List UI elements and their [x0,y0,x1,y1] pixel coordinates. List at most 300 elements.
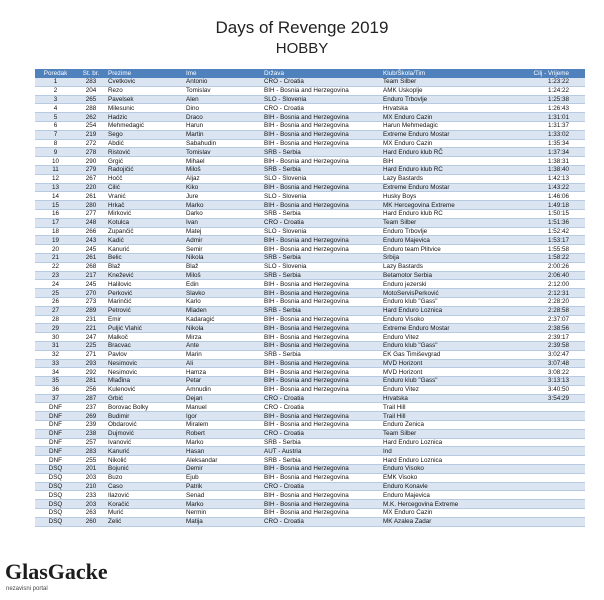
table-row [35,509,585,518]
cell-club: Ind [381,447,500,456]
cell-surname: Šego [106,130,184,139]
cell-name: Manuel [184,403,262,412]
cell-surname: Kotulca [106,218,184,227]
cell-country: BIH - Bosnia and Herzegovina [262,324,381,333]
site-logo [3,553,123,597]
cell-position: 2 [35,86,76,95]
cell-name: Aljaz [184,174,262,183]
cell-position: 37 [35,394,76,403]
cell-country: BIH - Bosnia and Herzegovina [262,473,381,482]
cell-position: DNF [35,456,76,465]
cell-name: Nikola [184,324,262,333]
cell-country: BIH - Bosnia and Herzegovina [262,491,381,500]
cell-country: SRB - Serbia [262,456,381,465]
cell-position: 35 [35,377,76,386]
cell-club: MX Enduro Cazin [381,113,500,122]
cell-finish-time [500,438,585,447]
cell-club: Enduro team Plitvice [381,245,500,254]
cell-country: BIH - Bosnia and Herzegovina [262,465,381,474]
cell-start-number: 270 [76,289,106,298]
cell-finish-time [500,500,585,509]
cell-start-number: 247 [76,333,106,342]
cell-finish-time: 2:06:40 [500,271,585,280]
cell-club: M.K. Hercegovina Extreme [381,500,500,509]
cell-country: BIH - Bosnia and Herzegovina [262,183,381,192]
cell-start-number: 283 [76,447,106,456]
logo-text: GlasGacke [5,559,108,584]
cell-position: 7 [35,130,76,139]
column-header-start-number: St. br. [76,69,106,78]
cell-surname: Hrkač [106,201,184,210]
cell-finish-time: 1:43:22 [500,183,585,192]
cell-country: BIH - Bosnia and Herzegovina [262,130,381,139]
table-row [35,104,585,113]
cell-start-number: 220 [76,183,106,192]
cell-club: Enduro Zenica [381,421,500,430]
cell-finish-time: 3:13:13 [500,377,585,386]
cell-position: 19 [35,236,76,245]
cell-finish-time: 1:38:40 [500,165,585,174]
table-row [35,517,585,526]
cell-name: Petar [184,377,262,386]
cell-club: Extreme Enduro Mostar [381,130,500,139]
table-row [35,78,585,86]
table-row [35,209,585,218]
cell-finish-time: 3:07:48 [500,359,585,368]
table-row [35,121,585,130]
cell-country: BIH - Bosnia and Herzegovina [262,280,381,289]
cell-position: 30 [35,333,76,342]
cell-country: BIH - Bosnia and Herzegovina [262,368,381,377]
table-row [35,157,585,166]
table-row [35,465,585,474]
cell-name: Draco [184,113,262,122]
cell-start-number: 273 [76,297,106,306]
table-row [35,447,585,456]
cell-start-number: 268 [76,262,106,271]
cell-start-number: 293 [76,359,106,368]
cell-finish-time: 1:49:18 [500,201,585,210]
cell-surname: Ivanović [106,438,184,447]
cell-start-number: 267 [76,174,106,183]
cell-surname: Blaž [106,262,184,271]
cell-country: SLO - Slovenia [262,174,381,183]
cell-club: Betamotor Serbia [381,271,500,280]
cell-name: Kiko [184,183,262,192]
cell-club: MX Enduro Cazin [381,139,500,148]
cell-surname: Dujmović [106,429,184,438]
cell-finish-time: 1:33:02 [500,130,585,139]
cell-start-number: 210 [76,482,106,491]
cell-finish-time [500,429,585,438]
cell-surname: Abdić [106,139,184,148]
cell-surname: Mlađina [106,377,184,386]
cell-name: Kadaragić [184,315,262,324]
cell-position: 9 [35,148,76,157]
cell-position: DNF [35,438,76,447]
page-title: Days of Revenge 2019 [215,18,389,37]
cell-finish-time [500,482,585,491]
cell-surname: Koračić [106,500,184,509]
cell-name: Marin [184,350,262,359]
table-row [35,306,585,315]
cell-finish-time: 2:00:26 [500,262,585,271]
column-header-finish-time: Cilj - Vrijeme [500,69,585,78]
cell-finish-time: 1:31:37 [500,121,585,130]
cell-club: Harun Mehmedagic [381,121,500,130]
cell-club: Enduro klub "Gass" [381,341,500,350]
cell-surname: Grgić [106,157,184,166]
cell-club: EMK Visoko [381,473,500,482]
cell-country: BIH - Bosnia and Herzegovina [262,341,381,350]
cell-position: DNF [35,412,76,421]
cell-finish-time: 1:52:42 [500,227,585,236]
table-row [35,271,585,280]
cell-position: 32 [35,350,76,359]
table-row [35,192,585,201]
table-row [35,113,585,122]
cell-name: Dino [184,104,262,113]
cell-country: BIH - Bosnia and Herzegovina [262,412,381,421]
cell-finish-time: 2:38:56 [500,324,585,333]
table-row [35,456,585,465]
cell-surname: Zupančič [106,227,184,236]
cell-name: Amnudin [184,385,262,394]
cell-name: Ante [184,341,262,350]
cell-country: BIH - Bosnia and Herzegovina [262,86,381,95]
cell-name: Ali [184,359,262,368]
cell-start-number: 261 [76,253,106,262]
cell-country: SRB - Serbia [262,271,381,280]
table-row [35,394,585,403]
table-row [35,139,585,148]
table-row [35,95,585,104]
cell-country: SLO - Slovenia [262,227,381,236]
cell-position: DSQ [35,473,76,482]
cell-surname: Budimir [106,412,184,421]
cell-country: SRB - Serbia [262,209,381,218]
table-row [35,438,585,447]
cell-surname: Rezo [106,86,184,95]
cell-name: Semir [184,245,262,254]
cell-name: Ejub [184,473,262,482]
cell-country: CRO - Croatia [262,482,381,491]
cell-surname: Pavelsek [106,95,184,104]
cell-start-number: 243 [76,236,106,245]
cell-position: DSQ [35,491,76,500]
cell-name: Martin [184,130,262,139]
cell-start-number: 278 [76,148,106,157]
cell-country: SLO - Slovenia [262,262,381,271]
cell-club: BiH [381,157,500,166]
cell-name: Blaž [184,262,262,271]
cell-country: BIH - Bosnia and Herzegovina [262,236,381,245]
cell-start-number: 287 [76,394,106,403]
cell-surname: Nesimovic [106,368,184,377]
table-row [35,429,585,438]
cell-start-number: 237 [76,403,106,412]
cell-club: Team Silber [381,429,500,438]
cell-surname: Knežević [106,271,184,280]
cell-start-number: 262 [76,113,106,122]
cell-surname: Murić [106,509,184,518]
cell-finish-time [500,509,585,518]
cell-start-number: 281 [76,377,106,386]
cell-position: DSQ [35,517,76,526]
cell-finish-time [500,473,585,482]
table-row [35,412,585,421]
cell-club: Hard Enduro klub RČ [381,209,500,218]
cell-start-number: 203 [76,473,106,482]
cell-surname: Kanurić [106,245,184,254]
table-row [35,297,585,306]
cell-country: BIH - Bosnia and Herzegovina [262,385,381,394]
cell-country: BIH - Bosnia and Herzegovina [262,377,381,386]
cell-name: Tomislav [184,148,262,157]
cell-finish-time: 1:38:31 [500,157,585,166]
cell-name: Darko [184,209,262,218]
cell-finish-time: 1:31:01 [500,113,585,122]
cell-name: Dejan [184,394,262,403]
cell-position: 3 [35,95,76,104]
cell-position: 33 [35,359,76,368]
cell-country: SLO - Slovenia [262,192,381,201]
cell-finish-time [500,421,585,430]
column-header-club: Klub/Škola/Tim [381,69,500,78]
results-body [35,78,585,526]
cell-surname: Pavlov [106,350,184,359]
cell-surname: Borovac Bolky [106,403,184,412]
cell-name: Nikola [184,253,262,262]
cell-position: 23 [35,271,76,280]
cell-position: 15 [35,201,76,210]
cell-name: Ivan [184,218,262,227]
cell-finish-time: 1:50:15 [500,209,585,218]
cell-position: DNF [35,447,76,456]
cell-start-number: 217 [76,271,106,280]
cell-country: BIH - Bosnia and Herzegovina [262,315,381,324]
column-header-surname: Prezime [106,69,184,78]
cell-name: Hasan [184,447,262,456]
column-header-position: Poredak [35,69,76,78]
cell-position: 11 [35,165,76,174]
table-row [35,183,585,192]
cell-club: Enduro klub "Gass" [381,297,500,306]
cell-start-number: 269 [76,412,106,421]
cell-start-number: 256 [76,385,106,394]
cell-club: Enduro Visoko [381,315,500,324]
cell-country: BIH - Bosnia and Herzegovina [262,139,381,148]
cell-finish-time: 2:39:17 [500,333,585,342]
cell-start-number: 289 [76,306,106,315]
cell-position: 4 [35,104,76,113]
cell-club: Trail Hill [381,412,500,421]
cell-finish-time: 3:40:50 [500,385,585,394]
cell-start-number: 260 [76,517,106,526]
cell-name: Sabahudin [184,139,262,148]
cell-name: Demir [184,465,262,474]
cell-country: CRO - Croatia [262,403,381,412]
cell-start-number: 272 [76,139,106,148]
table-row [35,174,585,183]
results-table [35,69,585,527]
cell-position: 10 [35,157,76,166]
cell-country: SRB - Serbia [262,148,381,157]
cell-position: 13 [35,183,76,192]
cell-country: CRO - Croatia [262,394,381,403]
cell-club: Extreme Enduro Mostar [381,324,500,333]
cell-start-number: 277 [76,209,106,218]
cell-start-number: 290 [76,157,106,166]
cell-club: MotoServisPerković [381,289,500,298]
cell-name: Antonio [184,78,262,86]
cell-country: BIH - Bosnia and Herzegovina [262,245,381,254]
cell-surname: Belic [106,253,184,262]
cell-club: Hrvatska [381,394,500,403]
cell-finish-time: 1:35:34 [500,139,585,148]
cell-finish-time: 2:12:00 [500,280,585,289]
cell-name: Tomislav [184,86,262,95]
cell-name: Jure [184,192,262,201]
cell-finish-time: 1:23:22 [500,78,585,86]
cell-finish-time: 2:12:31 [500,289,585,298]
cell-position: 18 [35,227,76,236]
cell-finish-time: 3:08:22 [500,368,585,377]
cell-surname: Časo [106,482,184,491]
cell-surname: Mehmedagić [106,121,184,130]
table-row [35,324,585,333]
cell-position: DSQ [35,500,76,509]
cell-position: DSQ [35,465,76,474]
cell-surname: Milesunic [106,104,184,113]
cell-position: 12 [35,174,76,183]
cell-country: SLO - Slovenia [262,95,381,104]
cell-club: Hard Enduro Loznica [381,438,500,447]
cell-country: BIH - Bosnia and Herzegovina [262,333,381,342]
cell-finish-time: 2:37:07 [500,315,585,324]
cell-start-number: 203 [76,500,106,509]
cell-club: Hrvatska [381,104,500,113]
cell-start-number: 257 [76,438,106,447]
cell-club: Srbija [381,253,500,262]
cell-name: Marko [184,500,262,509]
cell-club: MVD Horizont [381,359,500,368]
cell-name: Senad [184,491,262,500]
table-row [35,201,585,210]
cell-start-number: 255 [76,456,106,465]
cell-start-number: 219 [76,130,106,139]
cell-start-number: 254 [76,121,106,130]
cell-club: Enduro Vitez [381,385,500,394]
cell-finish-time: 1:25:38 [500,95,585,104]
table-row [35,377,585,386]
cell-surname: Hadzic [106,113,184,122]
cell-country: AUT - Austria [262,447,381,456]
cell-position: 34 [35,368,76,377]
cell-surname: Nikolić [106,456,184,465]
cell-club: Enduro Trbovlje [381,227,500,236]
cell-club: EK Gas Timiševgrad [381,350,500,359]
table-row [35,315,585,324]
cell-start-number: 231 [76,315,106,324]
table-row [35,289,585,298]
cell-start-number: 225 [76,341,106,350]
cell-surname: Kadić [106,236,184,245]
page-subtitle: HOBBY [275,40,329,57]
cell-surname: Ilazović [106,491,184,500]
cell-country: BIH - Bosnia and Herzegovina [262,297,381,306]
cell-finish-time [500,412,585,421]
cell-position: 20 [35,245,76,254]
cell-position: 24 [35,280,76,289]
cell-country: CRO - Croatia [262,517,381,526]
table-row [35,253,585,262]
cell-position: 22 [35,262,76,271]
cell-surname: Petrović [106,306,184,315]
cell-start-number: 233 [76,491,106,500]
cell-club: Enduro Visoko [381,465,500,474]
cell-start-number: 292 [76,368,106,377]
cell-club: Enduro Majevica [381,491,500,500]
table-row [35,359,585,368]
cell-name: Harun [184,121,262,130]
cell-club: AMK Uskoplje [381,86,500,95]
table-row [35,385,585,394]
cell-name: Miralem [184,421,262,430]
table-row [35,350,585,359]
cell-position: 14 [35,192,76,201]
table-header-row [35,69,585,78]
cell-surname: Cvetkovic [106,78,184,86]
cell-name: Marko [184,438,262,447]
cell-club: Hard Enduro Loznica [381,456,500,465]
table-row [35,262,585,271]
cell-name: Robert [184,429,262,438]
cell-position: DSQ [35,509,76,518]
cell-start-number: 280 [76,201,106,210]
cell-start-number: 266 [76,227,106,236]
cell-name: Igor [184,412,262,421]
cell-finish-time: 2:28:20 [500,297,585,306]
cell-start-number: 263 [76,509,106,518]
table-row [35,421,585,430]
cell-country: CRO - Croatia [262,104,381,113]
cell-position: DSQ [35,482,76,491]
cell-finish-time [500,465,585,474]
cell-position: DNF [35,421,76,430]
cell-surname: Emir [106,315,184,324]
cell-name: Nermin [184,509,262,518]
cell-club: Enduro Trbovlje [381,95,500,104]
cell-start-number: 239 [76,421,106,430]
cell-name: Miloš [184,271,262,280]
cell-position: 17 [35,218,76,227]
cell-country: CRO - Croatia [262,218,381,227]
cell-position: 21 [35,253,76,262]
cell-club: MVD Horizont [381,368,500,377]
cell-surname: Bojunić [106,465,184,474]
cell-club: Enduro klub "Gass" [381,377,500,386]
cell-start-number: 265 [76,95,106,104]
cell-country: SRB - Serbia [262,253,381,262]
cell-position: 31 [35,341,76,350]
table-row [35,227,585,236]
cell-surname: Perković [106,289,184,298]
cell-position: 36 [35,385,76,394]
cell-surname: Grbić [106,394,184,403]
cell-position: 27 [35,306,76,315]
table-row [35,333,585,342]
